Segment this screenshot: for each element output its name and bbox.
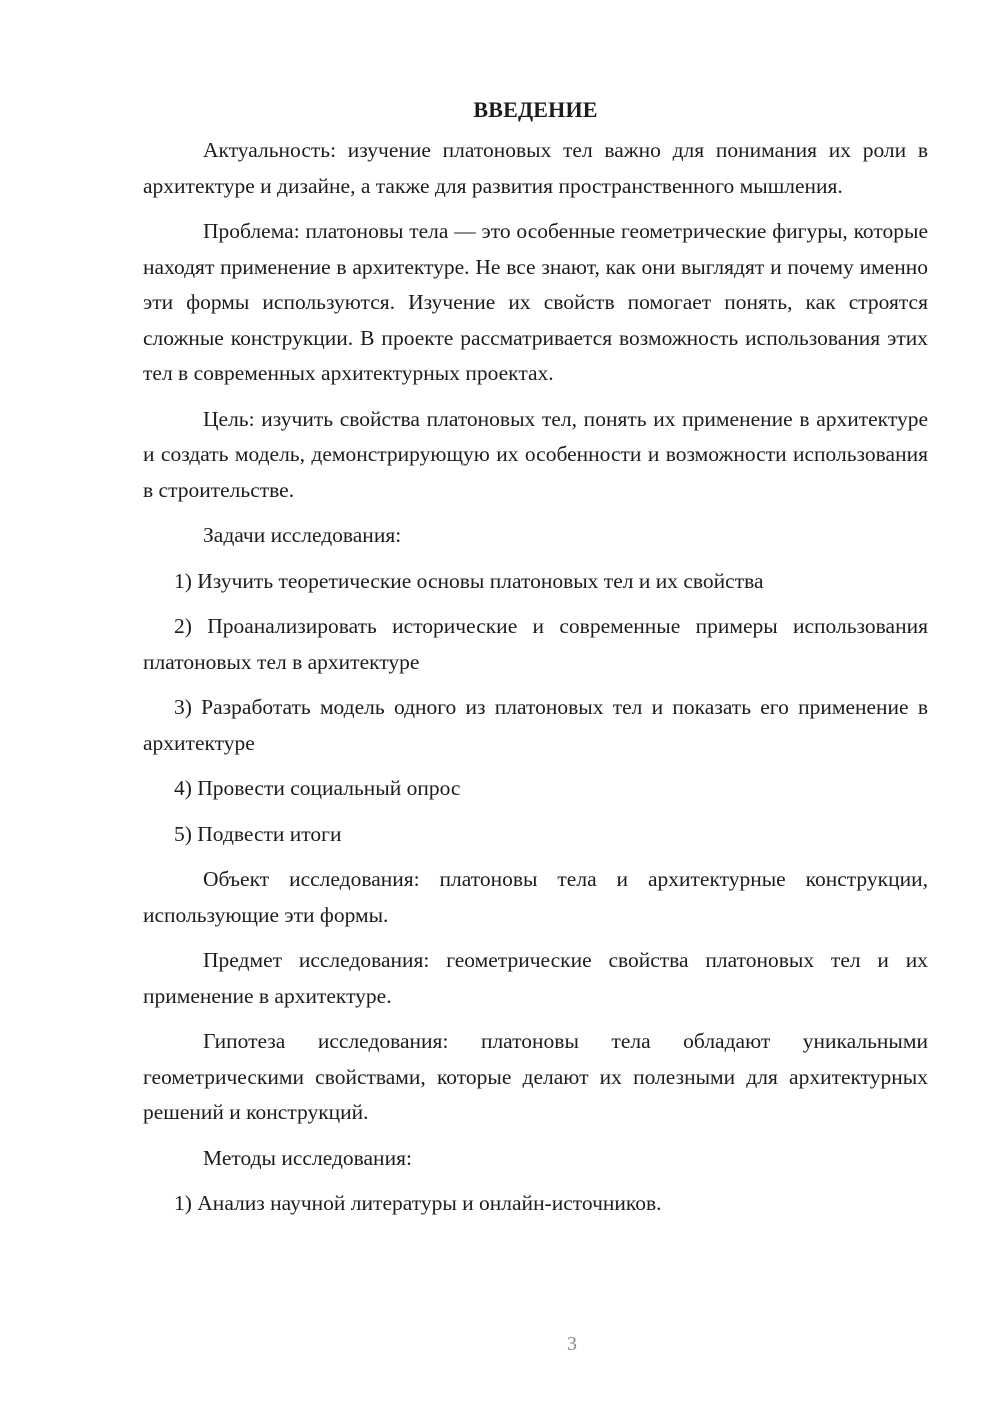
paragraph-hypothesis: Гипотеза исследования: платоновы тела обладают уникальными геометрическими свойствами, которые делают их полезными для архитектурных решений и конструкций. (143, 1029, 928, 1124)
paragraph-methods-heading: Методы исследования: (203, 1145, 412, 1170)
list-item: 5) Подвести итоги (174, 821, 342, 846)
list-item: 1) Анализ научной литературы и онлайн-источников. (174, 1191, 662, 1215)
page-number-label: 3 (567, 1333, 577, 1355)
paragraph-problem: Проблема: платоновы тела — это особенные геометрические фигуры, которые находят применение в архитектуре. Не все знают, как они выглядят и почему именно эти формы используются. Изучение их свойств помогает понять, как строятся сложные конструкции. В проекте рассматривается возможность использования этих тел в современных архитектурных проектах. (143, 219, 928, 385)
paragraph-tasks-heading: Задачи исследования: (203, 523, 402, 547)
paragraph-goal: Цель: изучить свойства платоновых тел, понять их применение в архитектуре и создать модель, демонстрирующую их особенности и возможности использования в строительстве. (143, 406, 928, 502)
paragraph-relevance: Актуальность: изучение платоновых тел важно для понимания их роли в архитектуре и дизайне, а также для развития пространственного мышления. (143, 138, 928, 198)
list-item: 1) Изучить теоретические основы платоновых тел и их свойства (174, 568, 764, 593)
list-item: 3) Разработать модель одного из платоновых тел и показать его применение в архитектуре (143, 695, 928, 755)
page-title: ВВЕДЕНИЕ (473, 97, 598, 122)
page-number (72, 1329, 1000, 1359)
list-item: 2) Проанализировать исторические и современные примеры использования платоновых тел в архитектуре (143, 614, 928, 674)
list-item: 4) Провести социальный опрос (174, 776, 461, 800)
paragraph-object: Объект исследования: платоновы тела и архитектурные конструкции, использующие эти формы. (143, 867, 928, 927)
paragraph-subject: Предмет исследования: геометрические свойства платоновых тел и их применение в архитектуре. (143, 948, 928, 1008)
document-page (143, 92, 928, 1232)
